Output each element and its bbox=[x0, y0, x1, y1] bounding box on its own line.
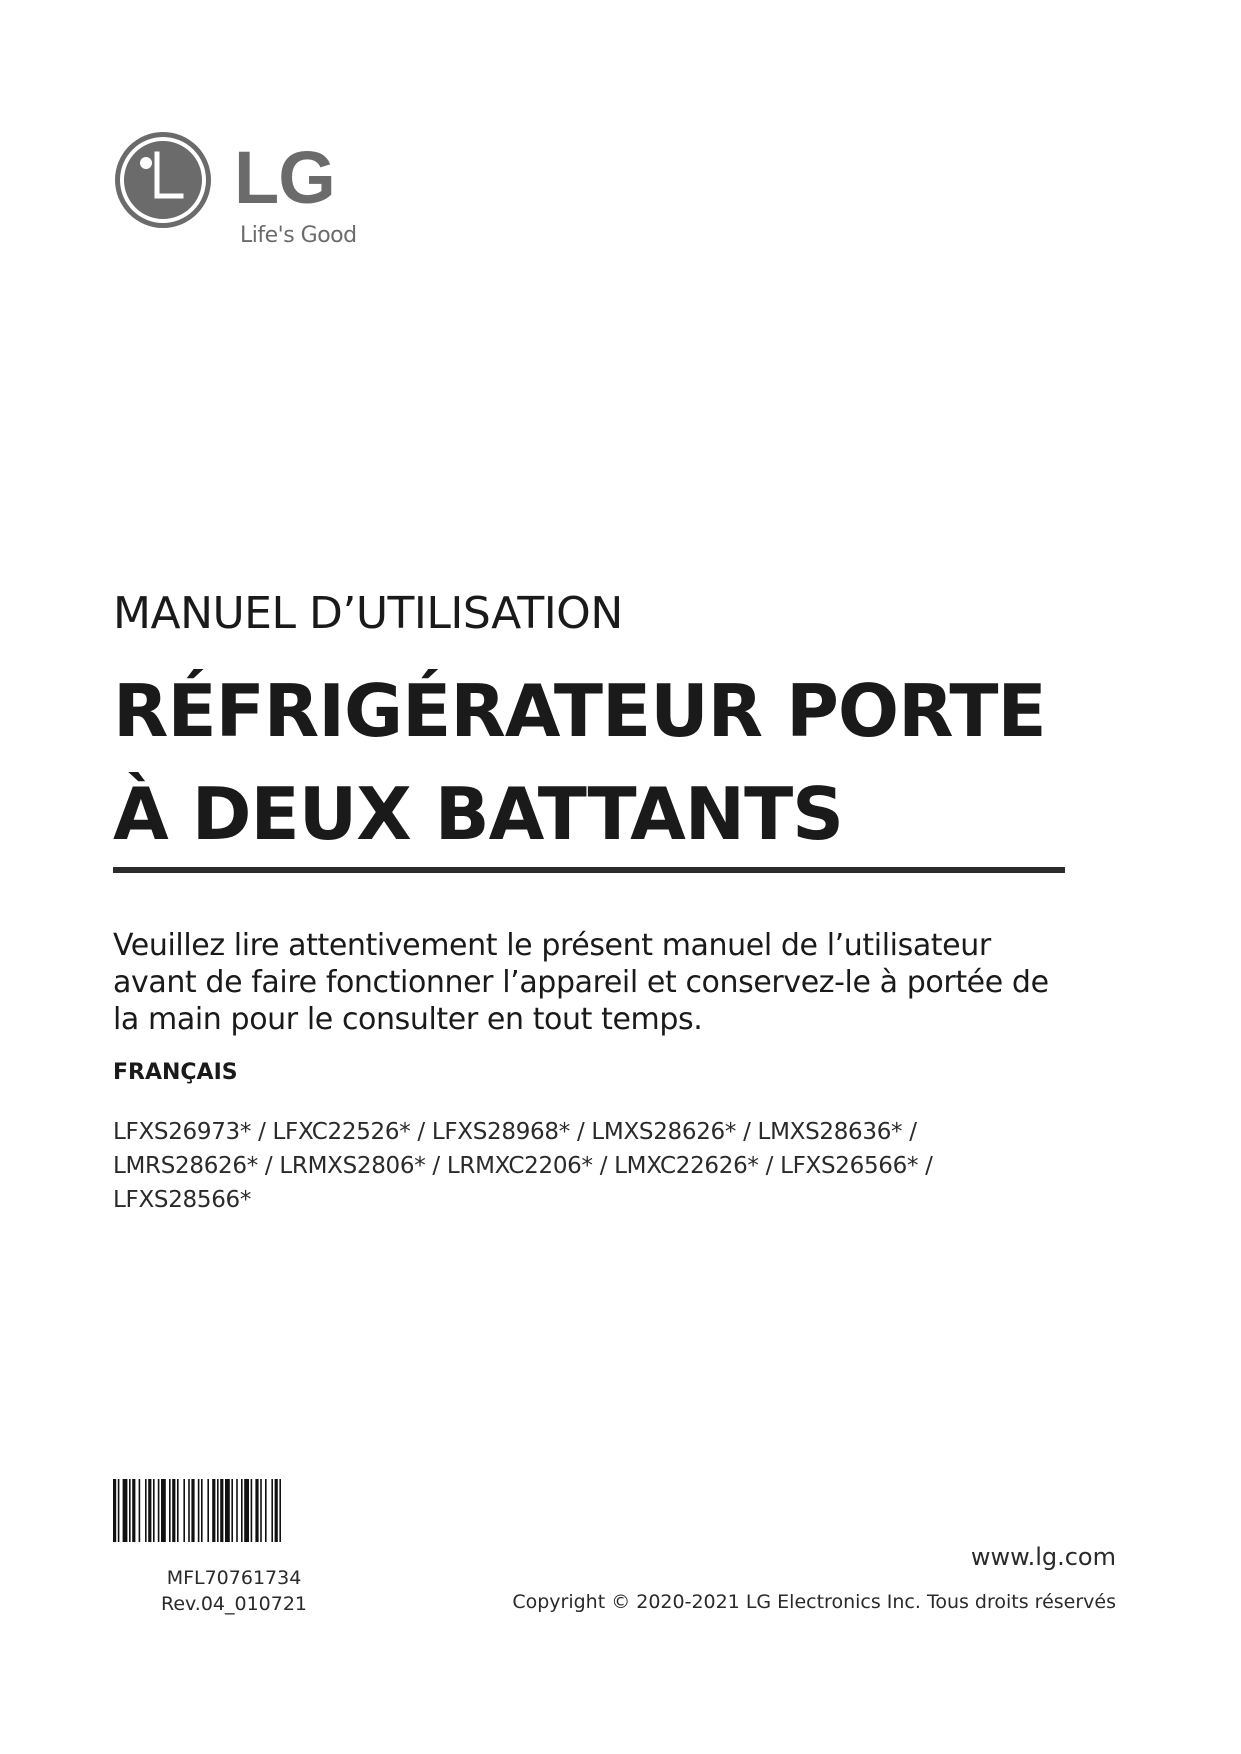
page-title: RÉFRIGÉRATEUR PORTE À DEUX BATTANTS bbox=[113, 669, 1046, 856]
language-label: FRANÇAIS bbox=[113, 1060, 238, 1085]
intro-paragraph: Veuillez lire attentivement le présent manuel de l’utilisateur avant de faire fonctionner l’appareil et conservez-le à portée de la main pour le consulter en tout temps. bbox=[113, 928, 1049, 1037]
brand-tagline: Life's Good bbox=[240, 223, 357, 248]
model-list: LFXS26973* / LFXC22526* / LFXS28968* / LMXS28626* / LMXS28636* / LMRS28626* / LRMXS2806* / LRMXC2206* / LMXC22626* / LFXS26566* / LFXS28566* bbox=[113, 1119, 933, 1213]
revision-code: Rev.04_010721 bbox=[160, 1593, 308, 1615]
lg-face-logo-icon bbox=[113, 130, 213, 230]
brand-name: LG bbox=[234, 136, 335, 219]
document-type: MANUEL D’UTILISATION bbox=[113, 588, 623, 639]
part-number: MFL70761734 bbox=[166, 1567, 302, 1589]
title-divider bbox=[113, 867, 1065, 873]
copyright-notice: Copyright © 2020-2021 LG Electronics Inc. Tous droits réservés bbox=[512, 1591, 1116, 1613]
website-link[interactable]: www.lg.com bbox=[970, 1543, 1116, 1571]
lg-logo bbox=[113, 130, 373, 260]
barcode bbox=[113, 1479, 355, 1542]
